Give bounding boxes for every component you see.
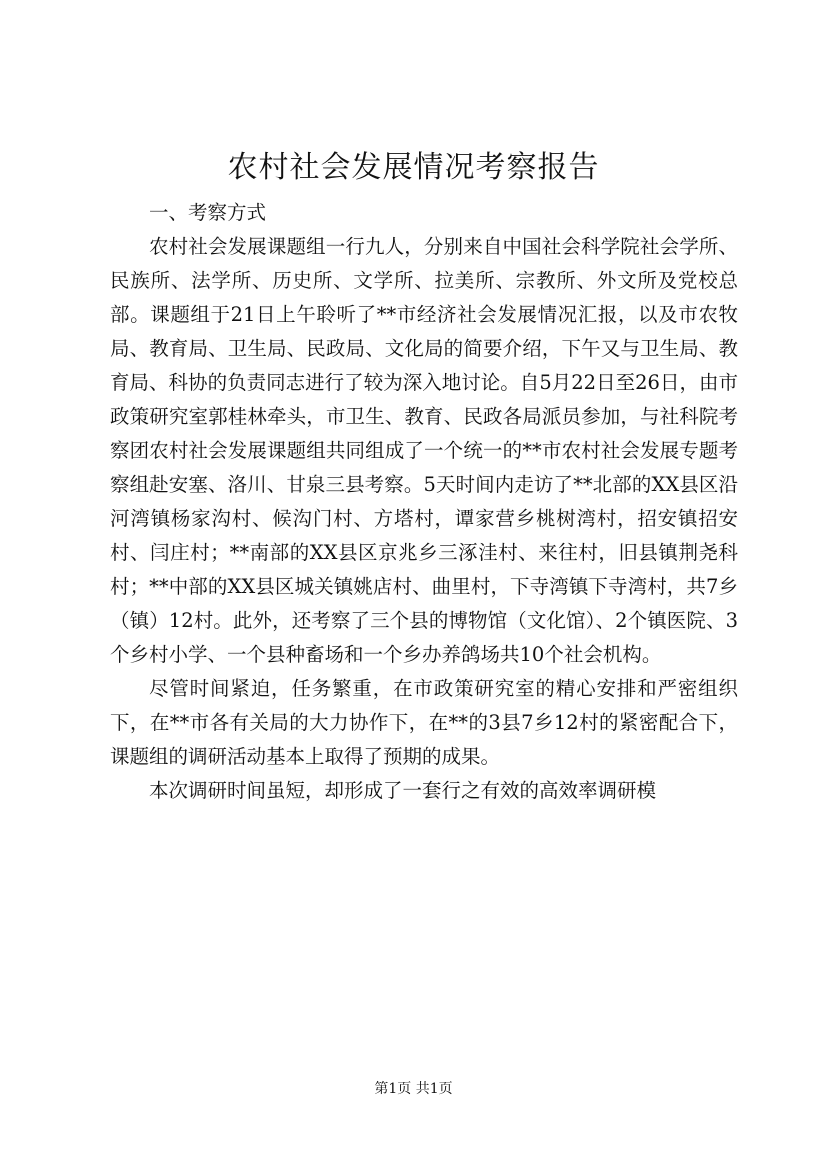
document-title: 农村社会发展情况考察报告 bbox=[227, 150, 600, 185]
paragraph: 农村社会发展课题组一行九人，分别来自中国社会科学院社会学所、民族所、法学所、历史所、文学所、拉美所、宗教所、外文所及党校总部。课题组于21日上午聆听了**市经济社会发展情况汇报，以及市农牧局、教育局、卫生局、民政局、文化局的简要介绍，下午又与卫生局、教育局、科协的负责同志进行了较为深入地讨论。自5月22日至26日，由市政策研究室郭桂林牵头，市卫生、教育、民政各局派员参加，与社科院考察团农村社会发展课题组共同组成了一个统一的**市农村社会发展专题考察组赴安塞、洛川、甘泉三县考察。5天时间内走访了**北部的XX县区沿河湾镇杨家沟村、候沟门村、方塔村，谭家营乡桃树湾村，招安镇招安村、闫庄村；**南部的XX县区京兆乡三涿洼村、来往村，旧县镇荆尧科村；**中部的XX县区城关镇姚店村、曲里村，下寺湾镇下寺湾村，共7乡（镇）12村。此外，还考察了三个县的博物馆（文化馆）、2个镇医院、3个乡村小学、一个县种畜场和一个乡办养鸽场共10个社会机构。 bbox=[110, 235, 738, 666]
paragraph: 尽管时间紧迫，任务繁重，在市政策研究室的精心安排和严密组织下，在**市各有关局的大力协作下，在**的3县7乡12村的紧密配合下，课题组的调研活动基本上取得了预期的成果。 bbox=[110, 677, 738, 768]
document-body bbox=[110, 196, 738, 808]
section-heading: 一、考察方式 bbox=[149, 201, 267, 224]
paragraph: 本次调研时间虽短，却形成了一套行之有效的高效率调研模 bbox=[149, 779, 657, 802]
page-footer: 第1页 共1页 bbox=[374, 1081, 453, 1097]
